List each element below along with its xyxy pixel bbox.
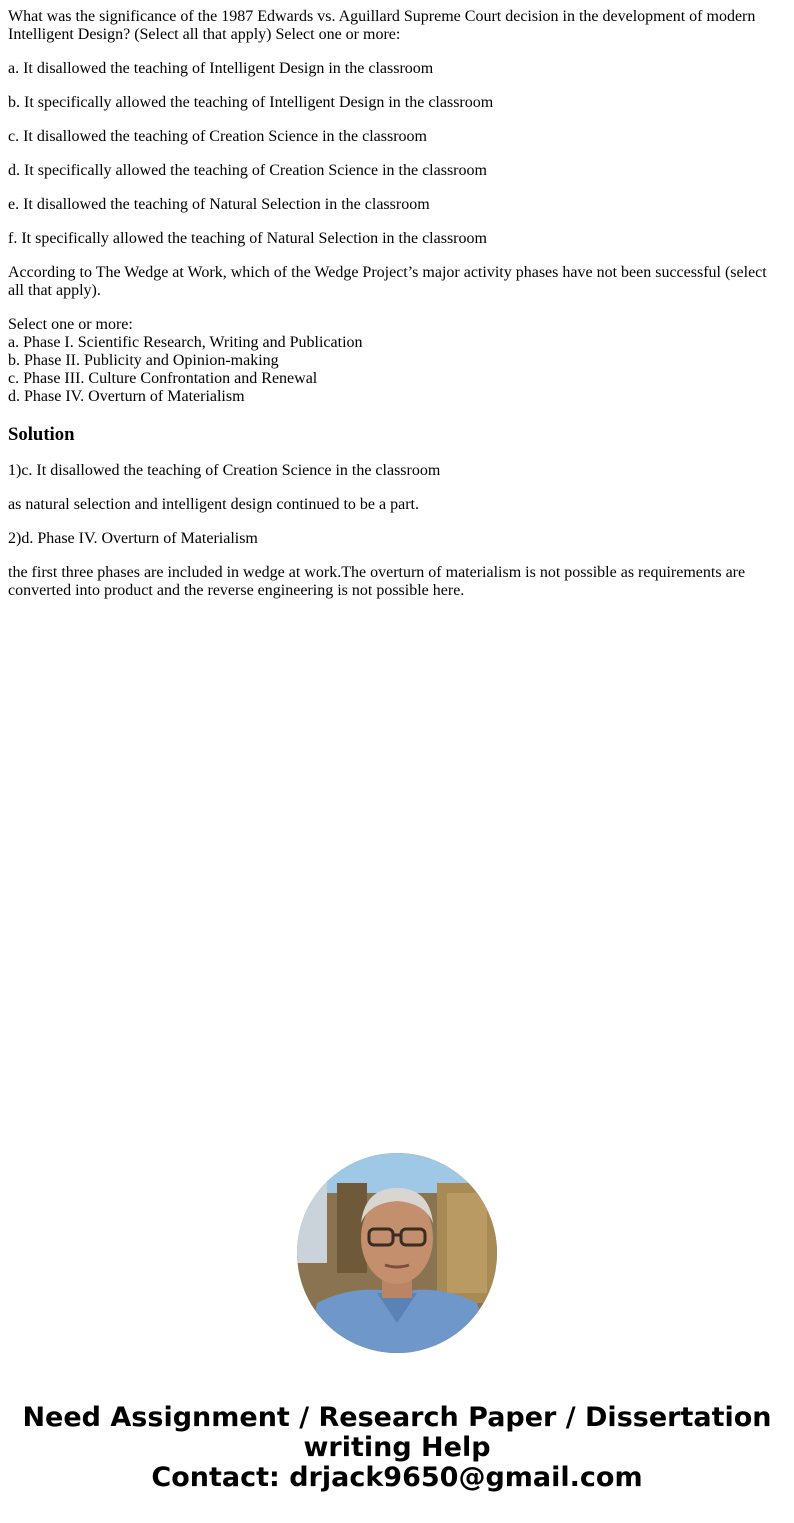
question-2-option-b: b. Phase II. Publicity and Opinion-making bbox=[8, 352, 279, 369]
document-content bbox=[8, 8, 786, 616]
question-1-option-d: d. It specifically allowed the teaching of Creation Science in the classroom bbox=[8, 162, 487, 179]
solution-answer-2: 2)d. Phase IV. Overturn of Materialism bbox=[8, 530, 258, 547]
question-2-prompt: Select one or more: bbox=[8, 316, 133, 333]
question-2-options bbox=[8, 316, 786, 406]
question-1-option-e: e. It disallowed the teaching of Natural Selection in the classroom bbox=[8, 196, 430, 213]
question-2-option-d: d. Phase IV. Overturn of Materialism bbox=[8, 388, 245, 405]
solution-explanation-1: as natural selection and intelligent design continued to be a part. bbox=[8, 496, 419, 513]
promo-line-2: writing Help bbox=[303, 1432, 491, 1463]
question-2-option-c: c. Phase III. Culture Confrontation and Renewal bbox=[8, 370, 318, 387]
promo-line-1: Need Assignment / Research Paper / Dissertation bbox=[22, 1402, 772, 1433]
question-2-text: According to The Wedge at Work, which of the Wedge Project’s major activity phases have not been successful (select all that apply). bbox=[8, 264, 767, 299]
author-portrait-image bbox=[297, 1153, 497, 1353]
promo-banner bbox=[0, 1403, 794, 1493]
question-1-text: What was the significance of the 1987 Edwards vs. Aguillard Supreme Court decision in the development of modern Intelligent Design? (Select all that apply) Select one or more: bbox=[8, 8, 756, 43]
author-avatar bbox=[297, 1153, 497, 1353]
promo-contact: Contact: drjack9650@gmail.com bbox=[151, 1462, 643, 1493]
solution-explanation-2: the first three phases are included in wedge at work.The overturn of materialism is not possible as requirements are converted into product and the reverse engineering is not possible here. bbox=[8, 564, 746, 599]
question-2-option-a: a. Phase I. Scientific Research, Writing and Publication bbox=[8, 334, 363, 351]
solution-answer-1: 1)c. It disallowed the teaching of Creation Science in the classroom bbox=[8, 462, 441, 479]
question-1-option-b: b. It specifically allowed the teaching of Intelligent Design in the classroom bbox=[8, 94, 494, 111]
solution-heading: Solution bbox=[8, 424, 75, 445]
question-1-option-c: c. It disallowed the teaching of Creation Science in the classroom bbox=[8, 128, 427, 145]
question-1-option-f: f. It specifically allowed the teaching of Natural Selection in the classroom bbox=[8, 230, 487, 247]
question-1-option-a: a. It disallowed the teaching of Intelligent Design in the classroom bbox=[8, 60, 434, 77]
